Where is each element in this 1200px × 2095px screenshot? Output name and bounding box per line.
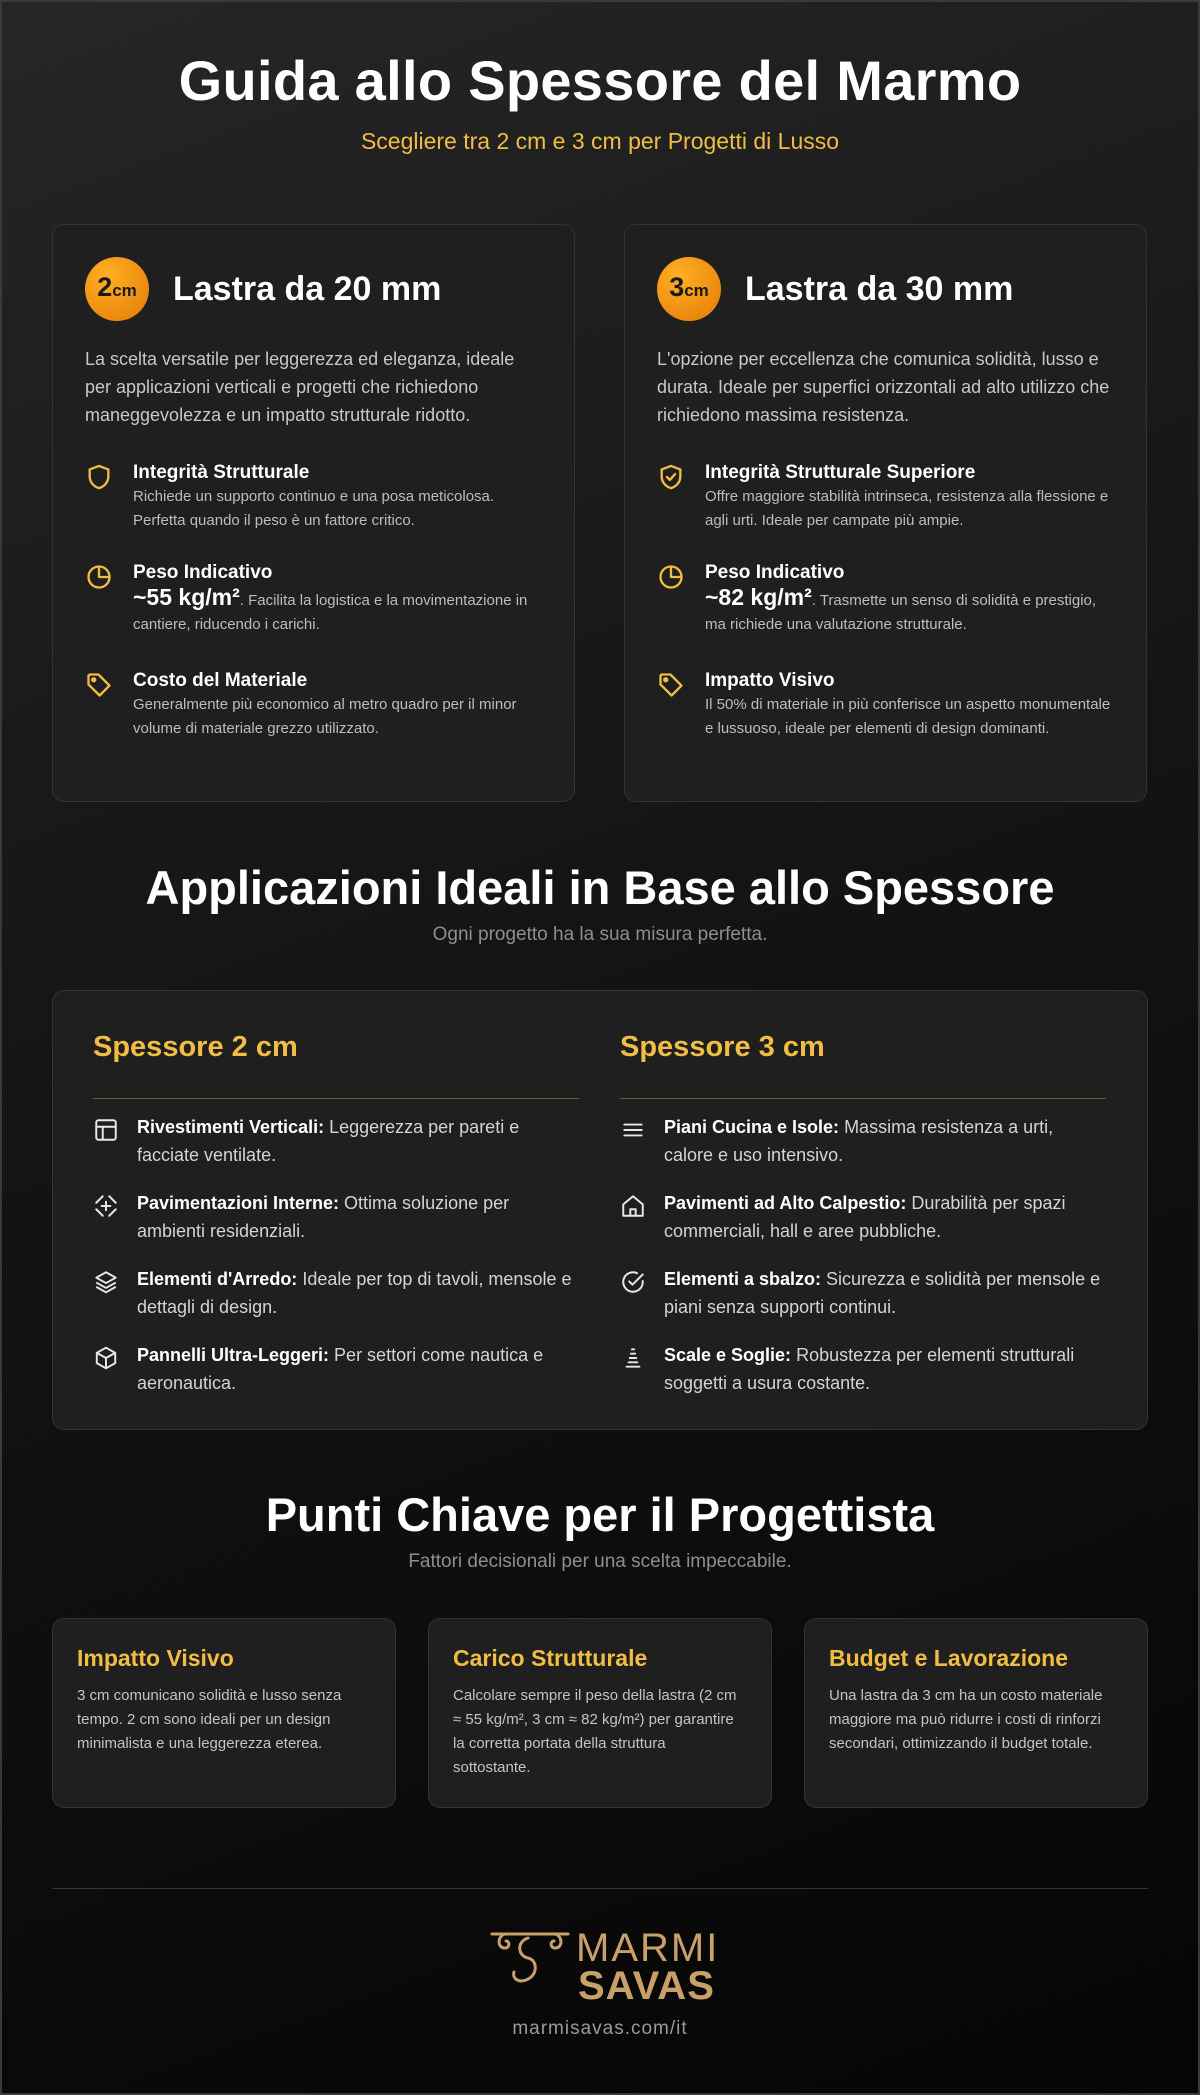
item-text: Massima resistenza a urti, calore e uso intensivo. [664,1117,1054,1165]
brand-logo[interactable] [488,1926,720,2008]
item-text: Ideale per top di tavoli, mensole e dettagli di design. [137,1269,572,1317]
applications-card [52,990,1148,1430]
weight-value: ~55 kg/m² [133,584,240,610]
pie-chart-icon [85,561,133,637]
column-heading: Spessore 2 cm [93,1031,579,1099]
list-item [620,1341,1106,1397]
badge-unit: cm [684,281,709,300]
feature-text: Offre maggiore stabilità intrinseca, resistenza alla flessione e agli urti. Ideale per campate più ampie. [705,488,1109,529]
key-card-title: Carico Strutturale [453,1645,648,1671]
slab-description: La scelta versatile per leggerezza ed eleganza, ideale per applicazioni verticali e progetti che richiedono maneggevolezza e un impatto strutturale ridotto. [85,349,515,425]
logo-text-marmi: MARMI [576,1926,720,1970]
key-points-title: Punti Chiave per il Progettista [265,1488,935,1541]
item-label: Pavimentazioni Interne: [137,1193,340,1213]
feature-text: Il 50% di materiale in più conferisce un aspetto monumentale e lussuoso, ideale per elementi di design dominanti. [705,696,1111,737]
feature-text: Generalmente più economico al metro quadro per il minor volume di materiale grezzo utilizzato. [133,696,517,737]
feature-structural [85,461,542,533]
item-label: Piani Cucina e Isole: [664,1117,840,1137]
item-label: Scale e Soglie: [664,1345,792,1365]
applications-subtitle: Ogni progetto ha la sua misura perfetta. [432,924,768,945]
item-text: Durabilità per spazi commerciali, hall e aree pubbliche. [664,1193,1066,1241]
list-item [93,1341,579,1397]
item-label: Rivestimenti Verticali: [137,1117,325,1137]
slab-title: Lastra da 30 mm [745,269,1014,308]
check-circle-icon [620,1265,664,1321]
applications-column-2cm [93,1031,579,1393]
key-card-text: 3 cm comunicano solidità e lusso senza tempo. 2 cm sono ideali per un design minimalista e una leggerezza eterea. [77,1687,342,1752]
shield-icon [85,461,133,533]
item-label: Pavimenti ad Alto Calpestio: [664,1193,907,1213]
feature-cost [85,669,542,741]
menu-lines-icon [620,1113,664,1169]
feature-weight [85,561,542,637]
logo-text-savas: SAVAS [578,1964,715,2008]
feature-title: Peso Indicativo [133,562,273,583]
item-text: Ottima soluzione per ambienti residenziali. [137,1193,510,1241]
layers-icon [93,1265,137,1321]
page-subtitle: Scegliere tra 2 cm e 3 cm per Progetti di Lusso [360,128,840,154]
applications-column-3cm [620,1031,1106,1393]
slab-card-3cm [624,224,1147,802]
thickness-badge [85,257,149,321]
slab-card-2cm [52,224,575,802]
weight-value: ~82 kg/m² [705,584,812,610]
list-item [93,1265,579,1321]
feature-title: Impatto Visivo [705,670,835,691]
thickness-badge [657,257,721,321]
feature-weight [657,561,1114,637]
feature-title: Integrità Strutturale [133,462,310,483]
key-card-text: Una lastra da 3 cm ha un costo materiale maggiore ma può ridurre i costi di rinforzi secondari, ottimizzando il budget totale. [829,1687,1103,1752]
key-card-structural-load [428,1618,772,1808]
list-item [620,1265,1106,1321]
feature-title: Integrità Strutturale Superiore [705,462,976,483]
item-text: Leggerezza per pareti e facciate ventilate. [137,1117,520,1165]
feature-visual-impact [657,669,1114,741]
tag-icon [85,669,133,741]
list-item [620,1113,1106,1169]
slab-description: L'opzione per eccellenza che comunica solidità, lusso e durata. Ideale per superfici orizzontali ad alto utilizzo che richiedono massima resistenza. [657,349,1110,425]
item-text: Sicurezza e solidità per mensole e piani senza supporti continui. [664,1269,1101,1317]
item-text: Per settori come nautica e aeronautica. [137,1345,544,1393]
stairs-icon [620,1341,664,1397]
tag-icon [657,669,705,741]
feature-text: . Facilita la logistica e la movimentazione in cantiere, riducendo i carichi. [133,592,528,633]
column-capital-icon [488,1928,572,1998]
layout-icon [93,1113,137,1169]
key-card-text: Calcolare sempre il peso della lastra (2 cm ≈ 55 kg/m², 3 cm ≈ 82 kg/m²) per garantire la corretta portata della struttura sottostante. [453,1687,737,1776]
floor-tiles-icon [93,1189,137,1245]
key-card-title: Budget e Lavorazione [829,1645,1068,1671]
item-label: Elementi a sbalzo: [664,1269,822,1289]
slab-title: Lastra da 20 mm [173,269,442,308]
list-item [93,1189,579,1245]
feature-structural-superior [657,461,1114,533]
feature-title: Costo del Materiale [133,670,308,691]
list-item [620,1189,1106,1245]
key-card-visual-impact [52,1618,396,1808]
key-card-budget [804,1618,1148,1808]
shield-check-icon [657,461,705,533]
feature-title: Peso Indicativo [705,562,845,583]
feature-text: Richiede un supporto continuo e una posa meticolosa. Perfetta quando il peso è un fattore critico. [133,488,495,529]
item-label: Pannelli Ultra-Leggeri: [137,1345,330,1365]
item-text: Robustezza per elementi strutturali soggetti a usura costante. [664,1345,1075,1393]
badge-number: 3 [669,272,685,302]
pie-chart-icon [657,561,705,637]
applications-title: Applicazioni Ideali in Base allo Spessore [145,861,1055,914]
list-item [93,1113,579,1169]
badge-unit: cm [112,281,137,300]
badge-number: 2 [97,272,113,302]
page-title: Guida allo Spessore del Marmo [178,49,1022,112]
footer-divider [52,1888,1148,1889]
key-card-title: Impatto Visivo [77,1645,234,1671]
item-label: Elementi d'Arredo: [137,1269,298,1289]
website-link[interactable]: marmisavas.com/it [512,2018,688,2039]
key-points-subtitle: Fattori decisionali per una scelta impeccabile. [408,1551,792,1572]
column-heading: Spessore 3 cm [620,1031,1106,1099]
feature-text: . Trasmette un senso di solidità e prestigio, ma richiede una valutazione strutturale. [705,592,1097,633]
box-icon [93,1341,137,1397]
home-icon [620,1189,664,1245]
